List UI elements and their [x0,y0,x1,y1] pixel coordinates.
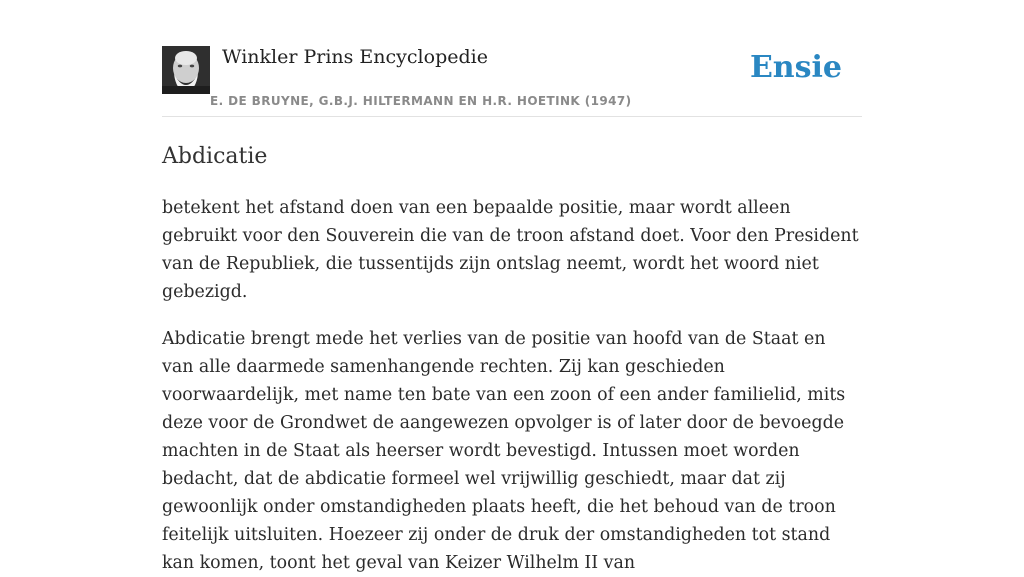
article-title: Abdicatie [162,144,268,169]
encyclopedia-title[interactable]: Winkler Prins Encyclopedie [222,46,488,68]
article-body [162,194,862,577]
header [162,0,862,117]
authors-line: E. DE BRUYNE, G.B.J. HILTERMANN EN H.R. HOETINK (1947) [210,94,632,108]
article-paragraph: betekent het afstand doen van een bepaalde positie, maar wordt alleen gebruikt voor den Souverein die van de troon afstand doet. Voor den President van de Republiek, die tussentijds zijn ontslag neemt, wordt het woord niet gebezigd. [162,198,859,302]
author-portrait-icon [162,46,210,94]
author-avatar[interactable] [162,46,210,94]
page [162,0,862,577]
ensie-logo-link[interactable]: Ensie [749,50,842,85]
article-paragraph: Abdicatie brengt mede het verlies van de positie van hoofd van de Staat en van alle daarmede samenhangende rechten. Zij kan geschieden voorwaardelijk, met name ten bate van een zoon of een ander familielid, mits deze voor de Grondwet de aangewezen opvolger is of later door de bevoegde machten in de Staat als heerser wordt bevestigd. Intussen moet worden bedacht, dat de abdicatie formeel wel vrijwillig geschiedt, maar dat zij gewoonlijk onder omstandigheden plaats heeft, die het behoud van de troon feitelijk uitsluiten. Hoezeer zij onder de druk der omstandigheden tot stand kan komen, toont het geval van Keizer Wilhelm II van [162,329,846,573]
